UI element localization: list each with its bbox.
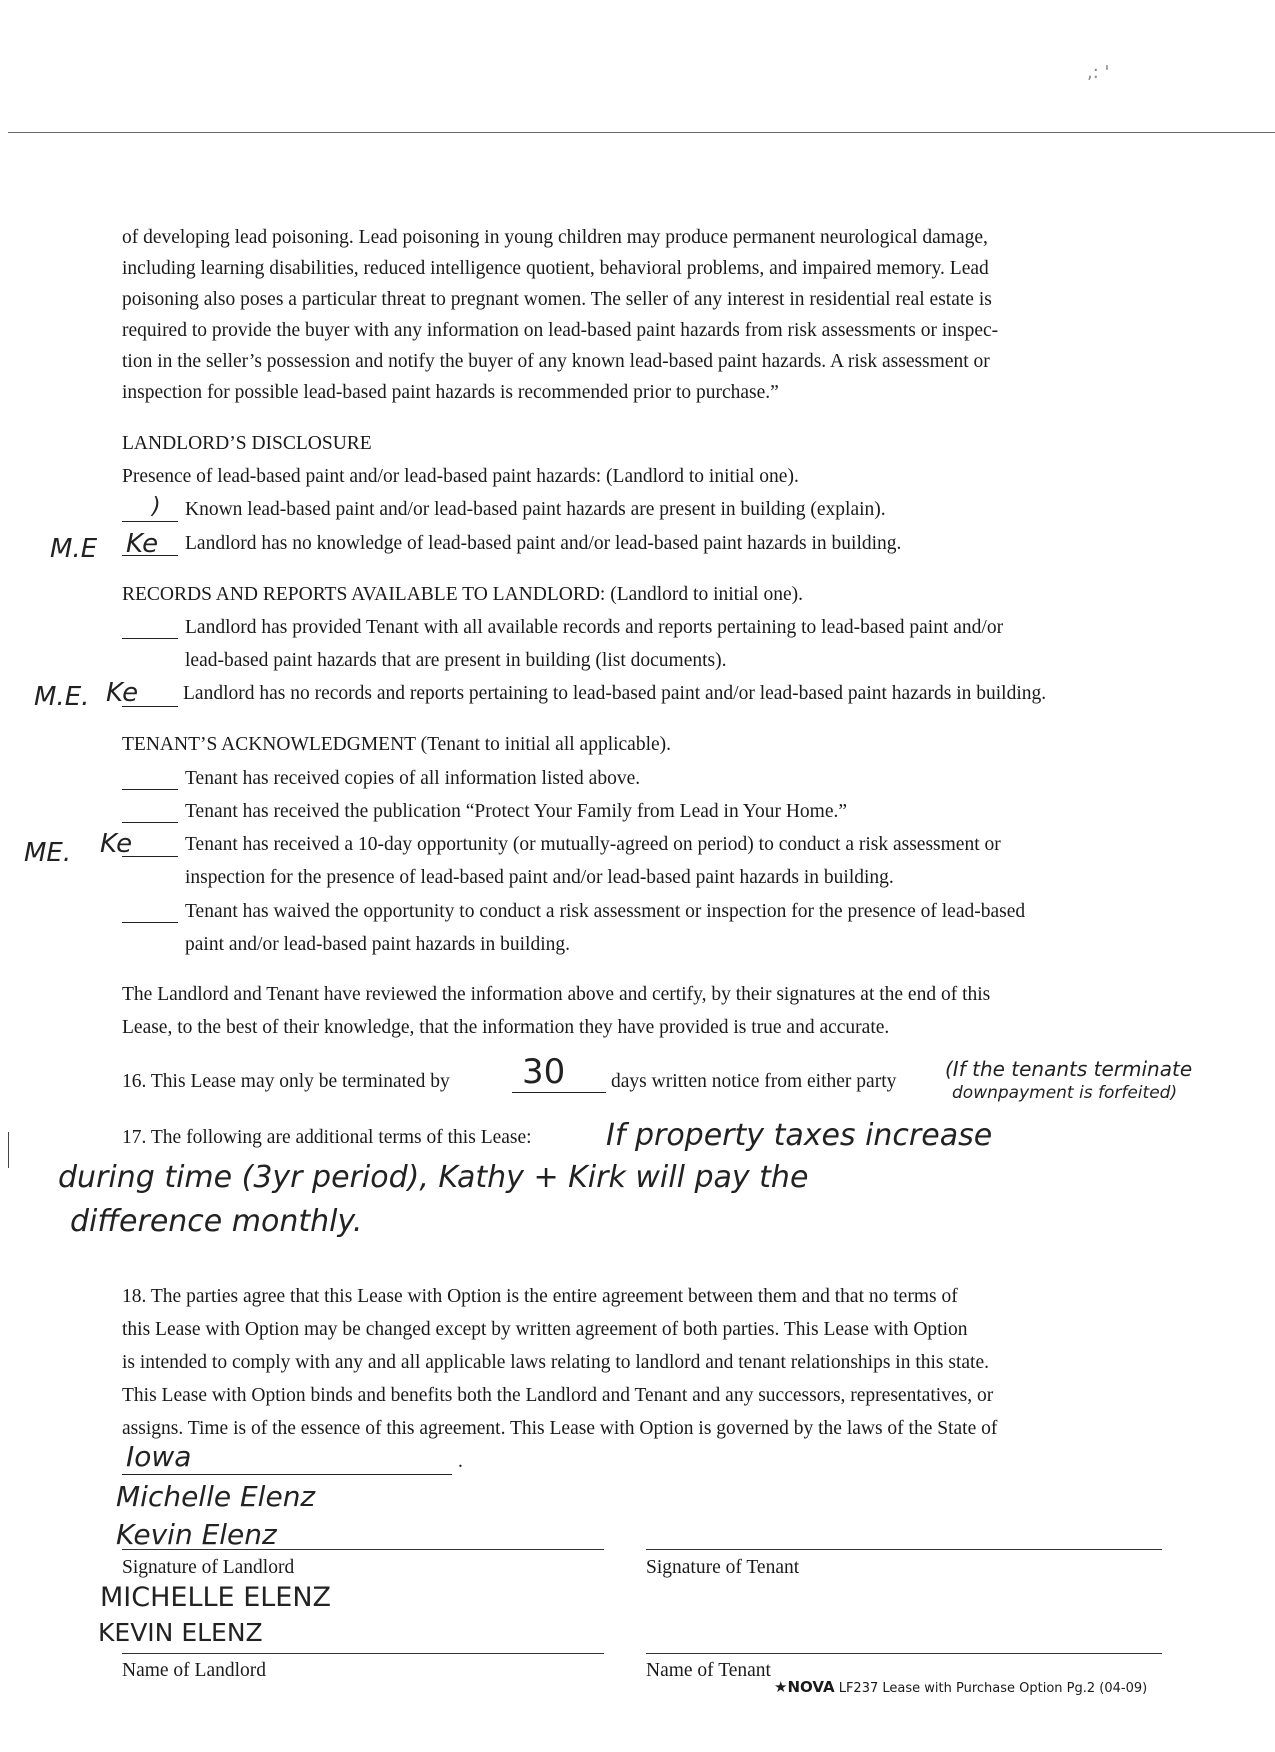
records-heading: RECORDS AND REPORTS AVAILABLE TO LANDLORD: (Landlord to initial one). xyxy=(122,584,803,605)
form-id: LF237 Lease with Purchase Option Pg.2 (04-09) xyxy=(838,1681,1148,1696)
intro-line: tion in the seller’s possession and notify the buyer of any known lead-based paint hazards. A risk assessment or xyxy=(122,351,990,372)
state-value: Iowa xyxy=(126,1440,192,1473)
scan-mark: ,: ' xyxy=(1087,62,1110,83)
initial-blank[interactable] xyxy=(122,521,178,522)
handwritten-initials: ME. xyxy=(24,838,72,868)
handwritten-note: downpayment is forfeited) xyxy=(952,1083,1178,1103)
clause-16-text-cont: days written notice from either party xyxy=(611,1071,897,1092)
tenant-ack-item: Tenant has waived the opportunity to conduct a risk assessment or inspection for the presence of lead-based xyxy=(185,901,1026,922)
clause-18-text: This Lease with Option binds and benefits both the Landlord and Tenant and any successors, representatives, or xyxy=(122,1385,994,1406)
intro-line: poisoning also poses a particular threat to pregnant women. The seller of any interest in residential real estate is xyxy=(122,289,992,310)
certification-line: Lease, to the best of their knowledge, that the information they have provided is true and accurate. xyxy=(122,1017,890,1038)
tenant-signature-label: Signature of Tenant xyxy=(646,1557,800,1578)
clause-17-text: 17. The following are additional terms of this Lease: xyxy=(122,1127,532,1148)
form-footer xyxy=(774,1678,1147,1696)
scan-edge-mark xyxy=(8,1132,9,1168)
page-top-rule xyxy=(8,132,1275,133)
tenant-signature-line[interactable] xyxy=(646,1549,1162,1550)
handwritten-initials: M.E. xyxy=(34,682,90,712)
initial-blank[interactable] xyxy=(122,822,178,823)
handwritten-initials: Ke xyxy=(106,678,139,708)
handwritten-initials: Ke xyxy=(100,829,133,859)
clause-18-text: is intended to comply with any and all applicable laws relating to landlord and tenant relationships in this state. xyxy=(122,1352,990,1373)
tenant-ack-item: Tenant has received a 10-day opportunity (or mutually-agreed on period) to conduct a risk assessment or xyxy=(185,834,1001,855)
initial-blank[interactable] xyxy=(122,638,178,639)
records-item-provided: Landlord has provided Tenant with all available records and reports pertaining to lead-based paint and/or xyxy=(185,617,1004,638)
clause-18-text: assigns. Time is of the essence of this agreement. This Lease with Option is governed by the laws of the State of xyxy=(122,1418,998,1439)
landlord-printed-name: KEVIN ELENZ xyxy=(98,1618,263,1647)
days-notice-field[interactable] xyxy=(512,1092,606,1093)
initial-blank[interactable] xyxy=(122,922,178,923)
tenant-ack-item-cont: paint and/or lead-based paint hazards in building. xyxy=(185,934,571,955)
intro-line: inspection for possible lead-based paint hazards is recommended prior to purchase.” xyxy=(122,382,779,403)
landlord-signature-label: Signature of Landlord xyxy=(122,1557,295,1578)
nova-logo: ★NOVA xyxy=(774,1678,835,1696)
landlord-disclosure-prompt: Presence of lead-based paint and/or lead-based paint hazards: (Landlord to initial one). xyxy=(122,466,799,487)
state-field[interactable] xyxy=(122,1474,452,1475)
disclosure-item-known: Known lead-based paint and/or lead-based paint hazards are present in building (explain). xyxy=(185,499,886,520)
tenant-name-label: Name of Tenant xyxy=(646,1660,771,1681)
records-item-none: Landlord has no records and reports pertaining to lead-based paint and/or lead-based paint hazards in building. xyxy=(183,683,1047,704)
handwritten-initials: M.E xyxy=(50,534,98,564)
initial-mark: ) xyxy=(152,494,161,519)
landlord-printed-name: MICHELLE ELENZ xyxy=(100,1582,332,1613)
landlord-name-line[interactable] xyxy=(122,1653,604,1654)
landlord-disclosure-heading: LANDLORD’S DISCLOSURE xyxy=(122,433,372,454)
handwritten-initials: Ke xyxy=(126,529,159,559)
clause-16-text: 16. This Lease may only be terminated by xyxy=(122,1071,450,1092)
days-notice-value: 30 xyxy=(522,1052,566,1092)
records-item-provided-cont: lead-based paint hazards that are present in building (list documents). xyxy=(185,650,727,671)
tenant-ack-item-cont: inspection for the presence of lead-based paint and/or lead-based paint hazards in building. xyxy=(185,867,894,888)
handwritten-additional-terms: difference monthly. xyxy=(70,1204,363,1239)
tenant-ack-item: Tenant has received the publication “Protect Your Family from Lead in Your Home.” xyxy=(185,801,848,822)
period: . xyxy=(458,1451,463,1472)
handwritten-additional-terms: during time (3yr period), Kathy + Kirk will pay the xyxy=(58,1160,809,1195)
tenant-ack-item: Tenant has received copies of all information listed above. xyxy=(185,768,641,789)
intro-line: including learning disabilities, reduced intelligence quotient, behavioral problems, and impaired memory. Lead xyxy=(122,258,989,279)
disclosure-item-no-knowledge: Landlord has no knowledge of lead-based paint and/or lead-based paint hazards in building. xyxy=(185,533,902,554)
landlord-signature-line[interactable] xyxy=(122,1549,604,1550)
landlord-name-label: Name of Landlord xyxy=(122,1660,267,1681)
certification-line: The Landlord and Tenant have reviewed the information above and certify, by their signatures at the end of this xyxy=(122,984,991,1005)
initial-blank[interactable] xyxy=(122,789,178,790)
handwritten-additional-terms: If property taxes increase xyxy=(606,1118,993,1153)
landlord-signature: Michelle Elenz xyxy=(116,1480,316,1513)
clause-18-text: this Lease with Option may be changed except by written agreement of both parties. This Lease with Option xyxy=(122,1319,968,1340)
handwritten-note: (If the tenants terminate xyxy=(945,1057,1193,1081)
tenant-ack-heading: TENANT’S ACKNOWLEDGMENT (Tenant to initial all applicable). xyxy=(122,734,672,755)
landlord-signature: Kevin Elenz xyxy=(116,1518,277,1551)
intro-line: required to provide the buyer with any information on lead-based paint hazards from risk assessments or inspec- xyxy=(122,320,999,341)
intro-line: of developing lead poisoning. Lead poisoning in young children may produce permanent neurological damage, xyxy=(122,227,988,248)
tenant-name-line[interactable] xyxy=(646,1653,1162,1654)
clause-18-text: 18. The parties agree that this Lease with Option is the entire agreement between them and that no terms of xyxy=(122,1286,958,1307)
